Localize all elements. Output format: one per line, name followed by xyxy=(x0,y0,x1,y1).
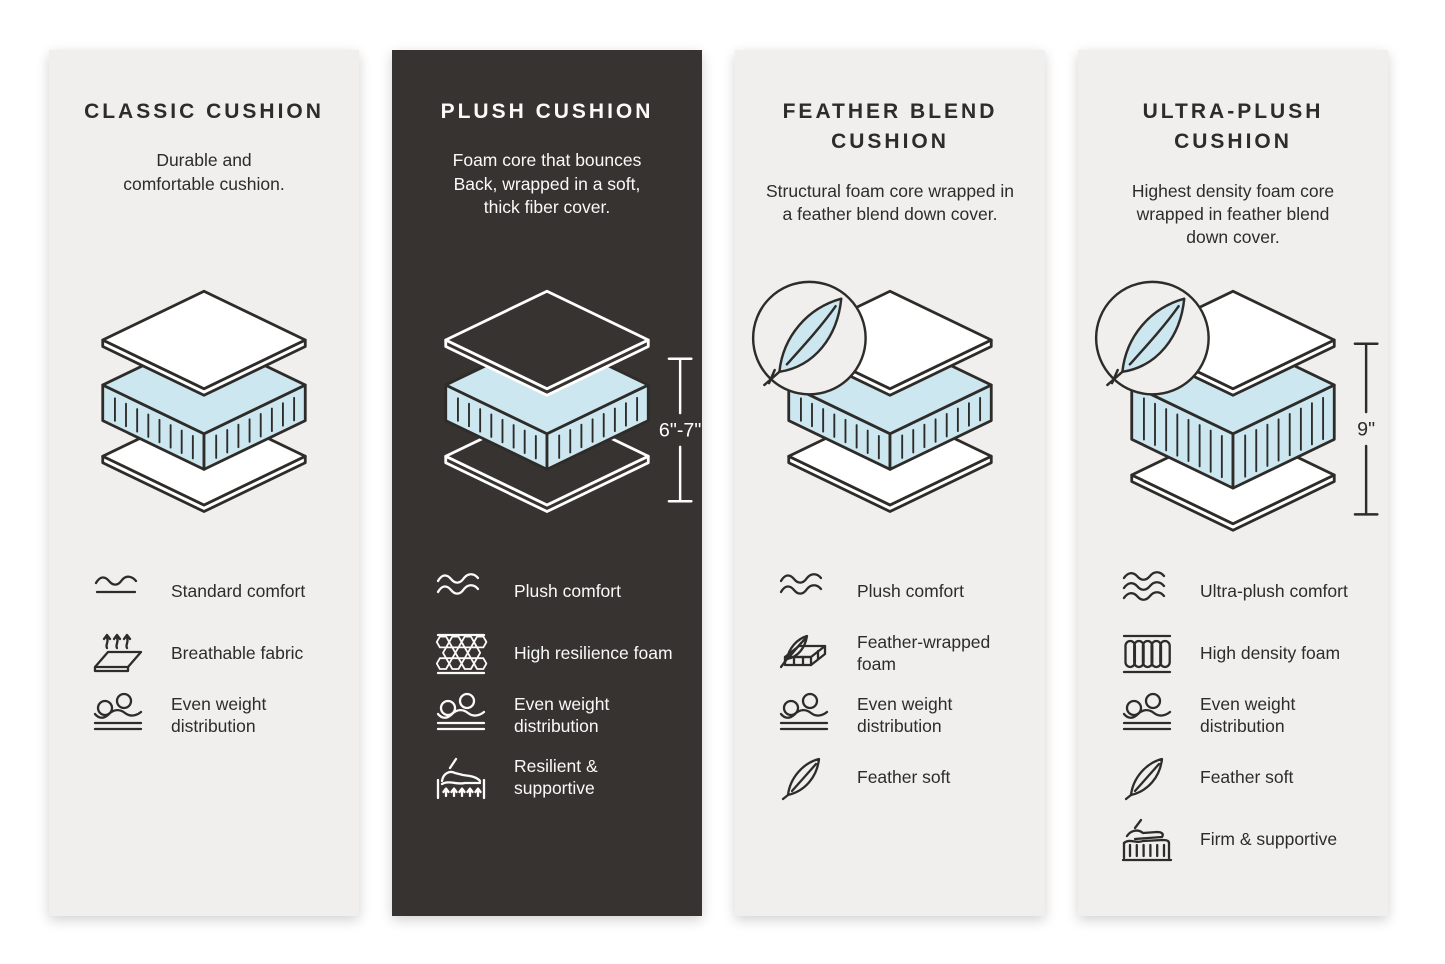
panel-classic-cushion xyxy=(49,50,359,916)
panel-title-line: CUSHION xyxy=(831,130,949,154)
panel-ultra-plush-cushion xyxy=(1078,50,1388,916)
height-dimension-label: 9" xyxy=(1357,418,1376,441)
feather-icon xyxy=(775,754,833,802)
feature-item xyxy=(1118,568,1380,616)
cushion-layers-diagram xyxy=(1083,278,1383,536)
panel-title-line: PLUSH CUSHION xyxy=(440,100,654,123)
panel-title-line: ULTRA-PLUSH xyxy=(1142,100,1324,123)
feature-label: Resilient & supportive xyxy=(514,756,598,798)
feature-label: Even weight distribution xyxy=(857,694,953,736)
panel-feather-blend-cushion xyxy=(735,50,1045,916)
feature-item xyxy=(89,568,351,616)
high-density-foam-icon xyxy=(1118,630,1176,678)
feature-label: Plush comfort xyxy=(857,581,964,602)
panel-description-line: Highest density foam core xyxy=(1131,180,1335,201)
feather-badge-icon xyxy=(1096,282,1209,395)
cushion-comparison-infographic xyxy=(49,50,1388,916)
feature-list xyxy=(1118,568,1380,878)
cushion-illustration xyxy=(1083,278,1383,538)
panel-description-line: Durable and xyxy=(156,150,252,171)
even-weight-icon xyxy=(432,692,490,740)
feature-item xyxy=(89,630,351,678)
panel-description-line: Structural foam core wrapped in xyxy=(765,180,1015,201)
even-weight-icon xyxy=(775,692,833,740)
panel-description-line: Back, wrapped in a soft, xyxy=(453,173,641,194)
panel-description xyxy=(123,149,284,195)
feature-item xyxy=(1118,692,1380,740)
panel-title xyxy=(441,97,654,127)
feature-item xyxy=(432,568,694,616)
feature-item xyxy=(1118,630,1380,678)
feature-label: High resilience foam xyxy=(514,643,673,664)
feature-label: Feather soft xyxy=(857,767,951,788)
feature-item xyxy=(432,754,694,802)
feature-list xyxy=(775,568,1037,816)
feature-item xyxy=(432,692,694,740)
cushion-illustration xyxy=(54,278,354,538)
feature-label: Feather-wrapped foam xyxy=(857,632,991,674)
feature-item xyxy=(1118,754,1380,802)
panel-title xyxy=(783,97,998,158)
panel-description-line: comfortable cushion. xyxy=(123,173,285,194)
feature-list xyxy=(432,568,694,816)
panel-description-line: wrapped in feather blend xyxy=(1136,203,1330,224)
feature-label: Plush comfort xyxy=(514,581,621,602)
feather-icon xyxy=(1118,754,1176,802)
panel-description-line: down cover. xyxy=(1186,227,1280,248)
panel-description-line: thick fiber cover. xyxy=(483,196,611,217)
plush-comfort-wave-icon xyxy=(432,568,490,616)
breathable-fabric-icon xyxy=(89,630,147,678)
feather-badge-icon xyxy=(753,282,866,395)
feature-item xyxy=(775,630,1037,678)
panel-title-line: FEATHER BLEND xyxy=(782,100,998,123)
panel-description xyxy=(1132,180,1334,249)
plush-comfort-wave-icon xyxy=(775,568,833,616)
cushion-layers-diagram xyxy=(54,278,354,536)
panel-description xyxy=(766,180,1014,226)
standard-comfort-wave-icon xyxy=(89,568,147,616)
even-weight-icon xyxy=(89,692,147,740)
cushion-illustration xyxy=(740,278,1040,538)
high-resilience-foam-icon xyxy=(432,630,490,678)
cushion-illustration xyxy=(397,278,702,538)
feature-label: Even weight distribution xyxy=(514,694,610,736)
feature-list xyxy=(89,568,351,754)
feature-item xyxy=(775,568,1037,616)
feature-item xyxy=(432,630,694,678)
ultra-plush-wave-icon xyxy=(1118,568,1176,616)
feature-label: Feather soft xyxy=(1200,767,1294,788)
feature-item xyxy=(775,692,1037,740)
even-weight-icon xyxy=(1118,692,1176,740)
feature-item xyxy=(89,692,351,740)
panel-title-line: CLASSIC CUSHION xyxy=(84,100,324,123)
feature-label: High density foam xyxy=(1200,643,1341,664)
feature-label: Firm & supportive xyxy=(1200,829,1338,850)
panel-plush-cushion xyxy=(392,50,702,916)
feature-label: Ultra-plush comfort xyxy=(1200,581,1348,602)
feature-label: Breathable fabric xyxy=(171,643,304,664)
panel-description-line: a feather blend down cover. xyxy=(782,203,998,224)
feather-wrapped-foam-icon xyxy=(775,630,833,678)
resilient-supportive-icon xyxy=(432,754,490,802)
panel-title xyxy=(1143,97,1324,158)
feature-item xyxy=(775,754,1037,802)
cushion-layers-diagram xyxy=(740,278,1040,536)
feature-label: Even weight distribution xyxy=(1200,694,1296,736)
feature-item xyxy=(1118,816,1380,864)
cushion-layers-diagram xyxy=(397,278,702,536)
height-dimension-label: 6"-7" xyxy=(658,419,702,442)
firm-supportive-icon xyxy=(1118,816,1176,864)
panel-title xyxy=(84,97,324,127)
feature-label: Standard comfort xyxy=(171,581,306,602)
feature-label: Even weight distribution xyxy=(171,694,267,736)
panel-description xyxy=(453,149,642,218)
panel-title-line: CUSHION xyxy=(1174,130,1292,154)
panel-description-line: Foam core that bounces xyxy=(452,150,642,171)
